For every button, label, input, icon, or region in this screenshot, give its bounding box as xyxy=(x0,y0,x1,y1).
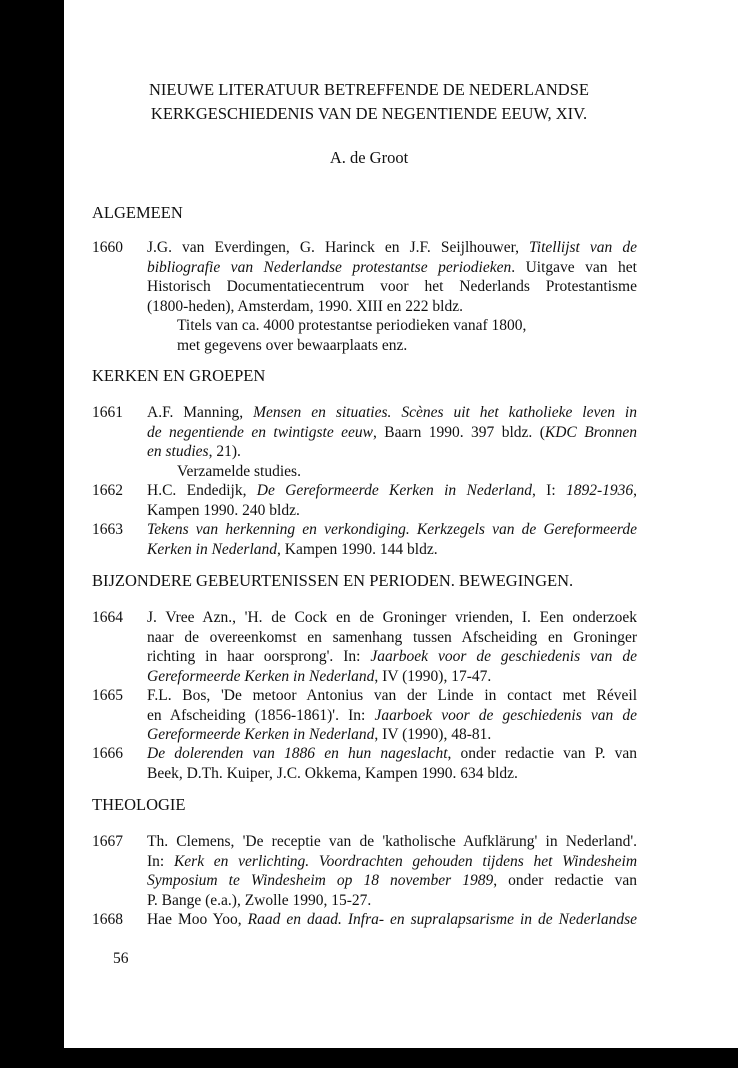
section-heading-theologie: THEOLOGIE xyxy=(92,795,186,814)
entry-text: Hae Moo Yoo, Raad en daad. Infra- en supralapsarisme in de Nederlandse xyxy=(147,911,637,928)
article-title-line-1: NIEUWE LITERATUUR BETREFFENDE DE NEDERLANDSE xyxy=(149,80,589,99)
entry-number: 1660 xyxy=(92,239,123,256)
section-heading-algemeen: ALGEMEEN xyxy=(92,203,183,222)
entry-text: J.G. van Everdingen, G. Harinck en J.F. Seijlhouwer, Titellijst van de bibliografie van Nederlandse protestantse periodieken. Uitgave van het Historisch Documentatiecentrum voor het Nederlands Protestantisme (1800-heden), Amsterdam, 1990. XIII en 222 bldz. Titels van ca. 4000 protestantse periodieken vanaf 1800, met gegevens over bewaarplaats enz. xyxy=(147,239,637,354)
entry-text: Tekens van herkenning en verkondiging. Kerkzegels van de Gereformeerde Kerken in Nederland, Kampen 1990. 144 bldz. xyxy=(147,521,637,558)
entry-text: J. Vree Azn., 'H. de Cock en de Groninger vrienden, I. Een onderzoek naar de overeenkomst en samenhang tussen Afscheiding en Groninger richting in haar oorsprong'. In: Jaarboek voor de geschiedenis van de Gereformeerde Kerken in Nederland, IV (1990), 17-47. xyxy=(147,609,637,685)
entry-number: 1666 xyxy=(92,745,123,762)
entry-number: 1665 xyxy=(92,687,123,704)
entry-text: A.F. Manning, Mensen en situaties. Scènes uit het katholieke leven in de negentiende en twintigste eeuw, Baarn 1990. 397 bldz. (KDC Bronnen en studies, 21). Verzamelde studies. xyxy=(147,404,637,480)
entry-number: 1667 xyxy=(92,833,123,850)
entry-number: 1662 xyxy=(92,482,123,499)
entry-number: 1664 xyxy=(92,609,123,626)
section-heading-bijzondere-gebeurtenissen: BIJZONDERE GEBEURTENISSEN EN PERIODEN. BEWEGINGEN. xyxy=(92,571,574,590)
entry-number: 1663 xyxy=(92,521,123,538)
entry-text: H.C. Endedijk, De Gereformeerde Kerken in Nederland, I: 1892-1936, Kampen 1990. 240 bldz. xyxy=(147,482,637,519)
page-number: 56 xyxy=(113,950,129,967)
section-heading-kerken-en-groepen: KERKEN EN GROEPEN xyxy=(92,366,266,385)
entry-text: Th. Clemens, 'De receptie van de 'katholische Aufklärung' in Nederland'. In: Kerk en verlichting. Voordrachten gehouden tijdens het Windesheim Symposium te Windesheim op 18 november 1989, onder redactie van P. Bange (e.a.), Zwolle 1990, 15-27. xyxy=(147,833,638,909)
article-author: A. de Groot xyxy=(329,148,409,167)
entry-number: 1668 xyxy=(92,911,123,928)
article-title-line-2: KERKGESCHIEDENIS VAN DE NEGENTIENDE EEUW, XIV. xyxy=(150,104,588,123)
entry-text: De dolerenden van 1886 en hun nageslacht, onder redactie van P. van Beek, D.Th. Kuiper, J.C. Okkema, Kampen 1990. 634 bldz. xyxy=(147,745,638,782)
entry-text: F.L. Bos, 'De metoor Antonius van der Linde in contact met Réveil en Afscheiding (1856-1861)'. In: Jaarboek voor de geschiedenis van de Gereformeerde Kerken in Nederland, IV (1990), 48-81. xyxy=(147,687,638,743)
entry-number: 1661 xyxy=(92,404,123,421)
bottom-scan-border xyxy=(0,1048,738,1068)
